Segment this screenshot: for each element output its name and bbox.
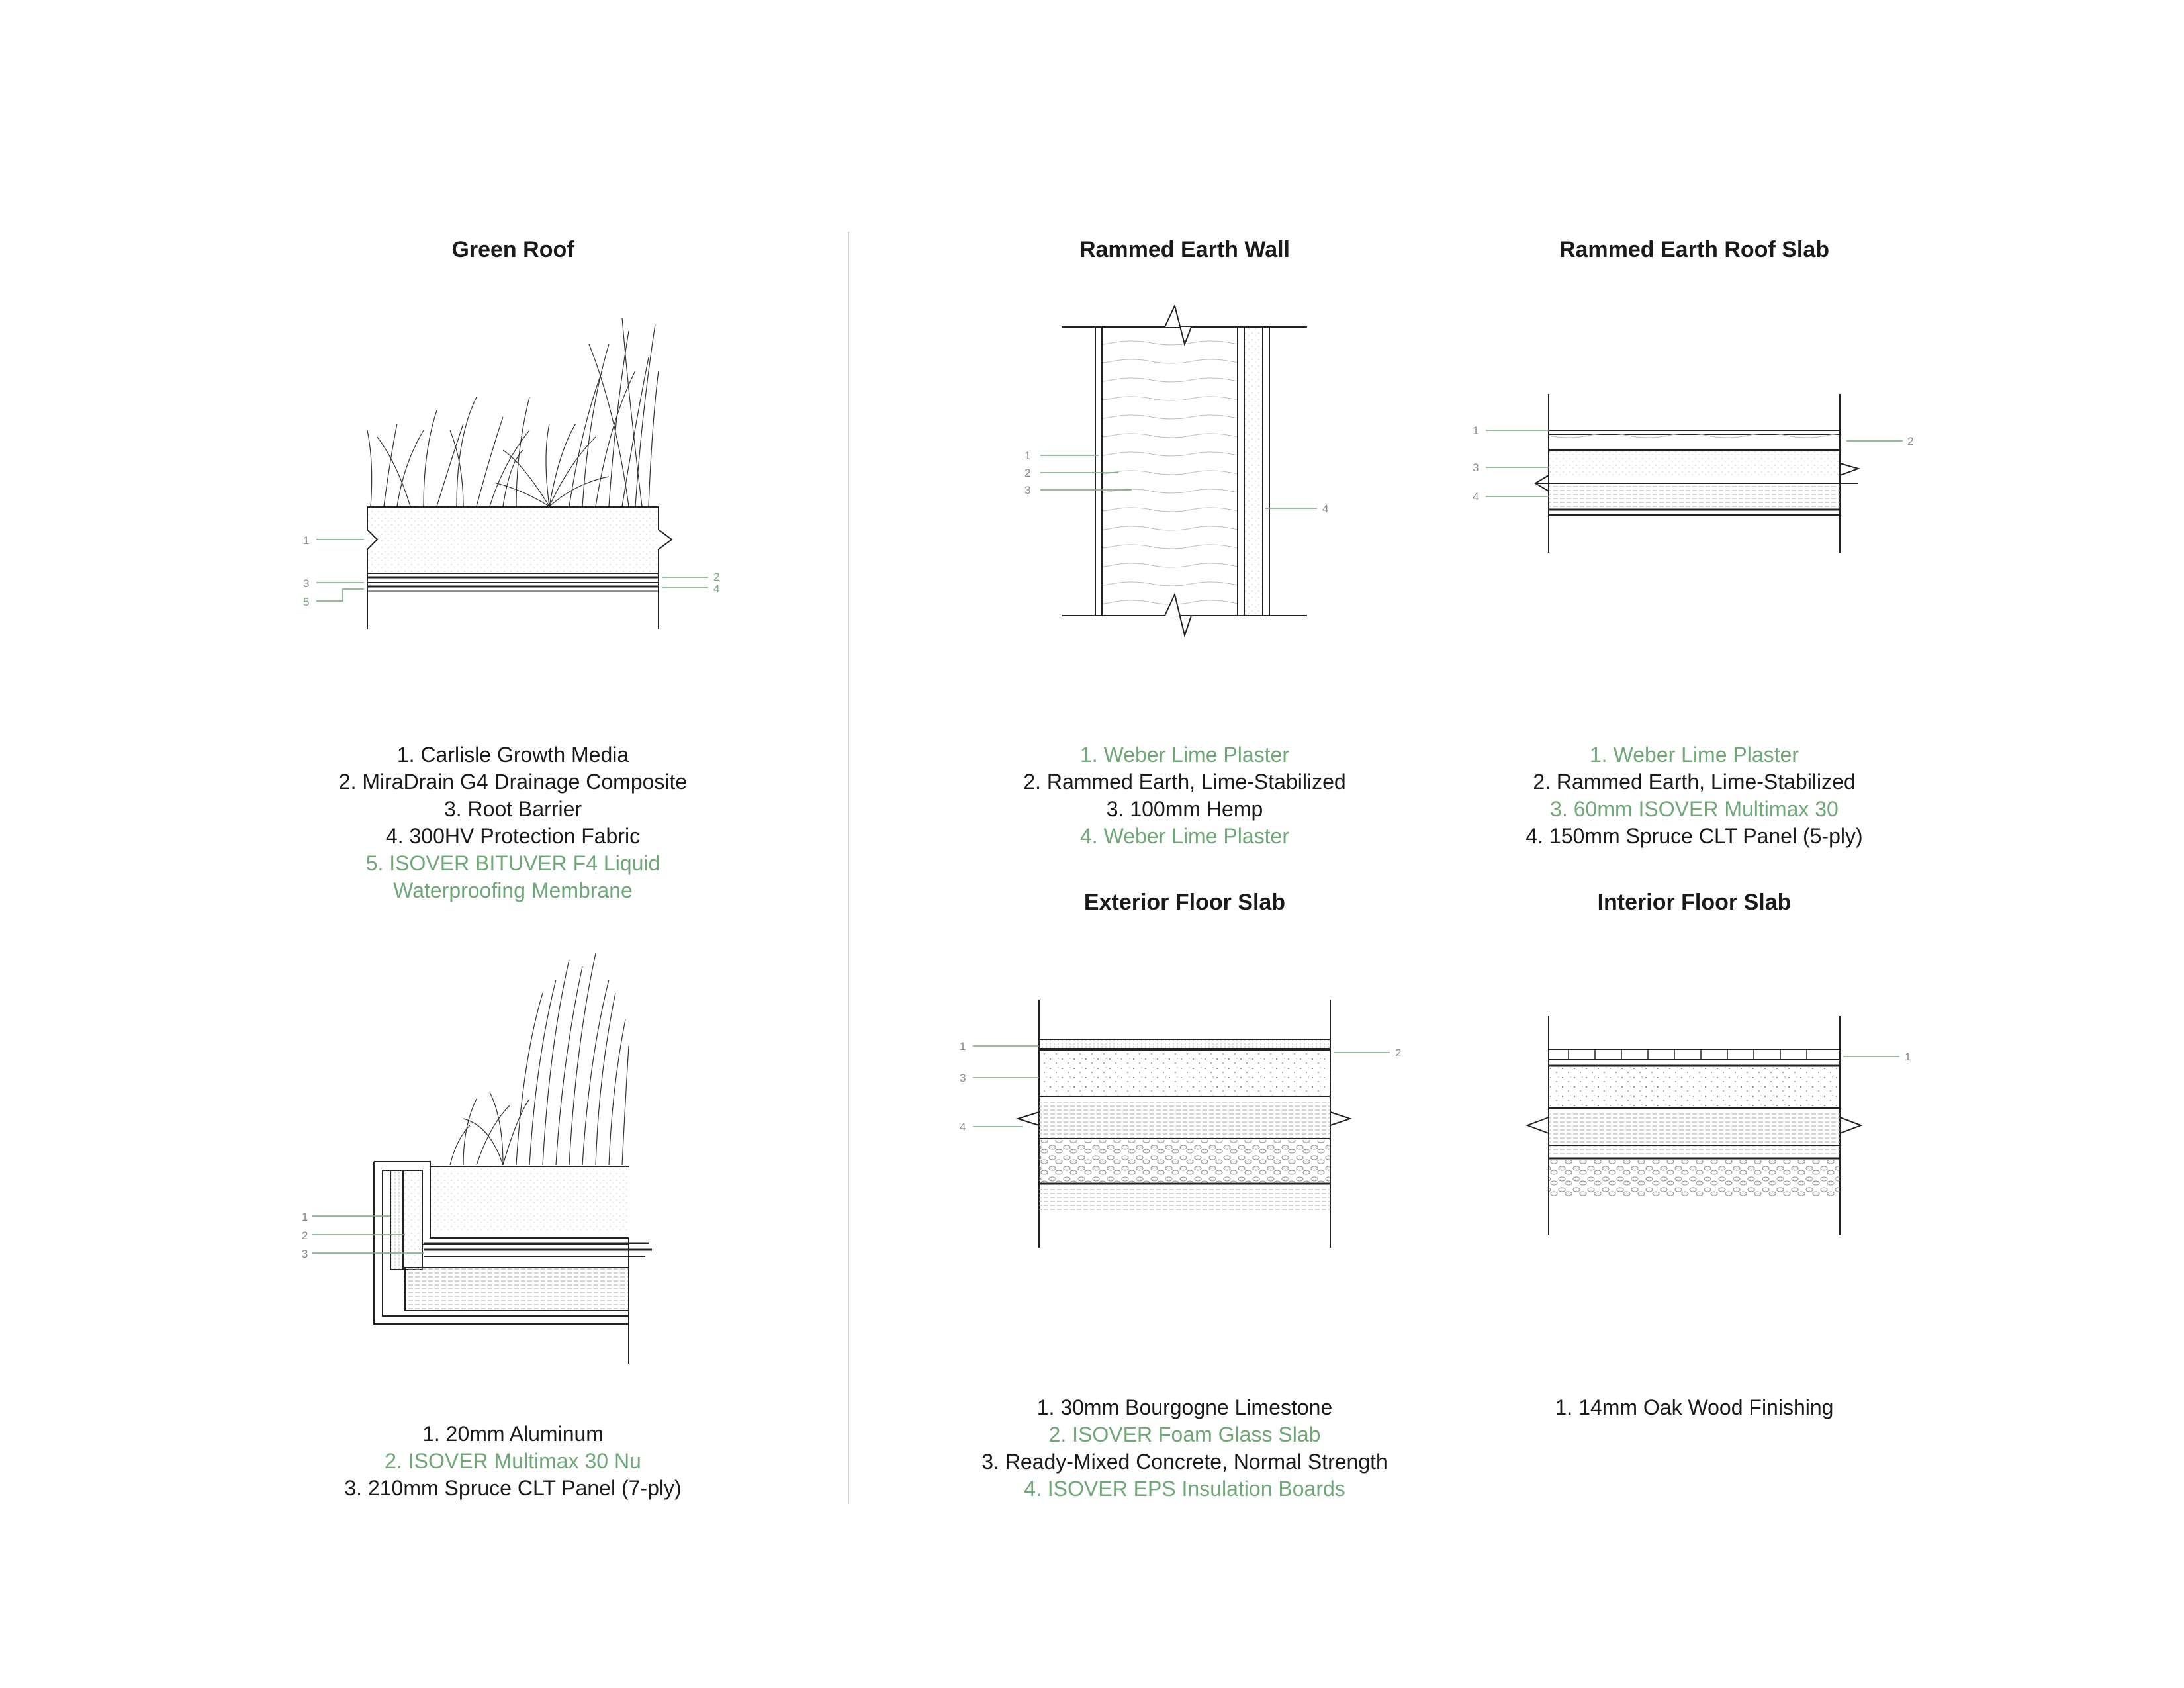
legend-item: 4. 150mm Spruce CLT Panel (5-ply) (1525, 824, 1863, 848)
rammed-earth-wall-section (1040, 306, 1317, 635)
wall-callout-4: 4 (1322, 502, 1329, 515)
roof-slab-callout-1: 1 (1473, 424, 1479, 437)
interior-floor-slab-legend (1496, 1394, 1893, 1421)
exterior-floor-slab-title: Exterior Floor Slab (1083, 890, 1286, 915)
green-roof-callout-1: 1 (303, 534, 310, 547)
green-roof-callout-3: 3 (303, 577, 310, 590)
rammed-earth-wall-title: Rammed Earth Wall (1079, 237, 1291, 262)
legend-item: 3. Ready-Mixed Concrete, Normal Strength (981, 1450, 1388, 1474)
exterior-floor-slab-legend (953, 1394, 1416, 1503)
legend-item: 3. 60mm ISOVER Multimax 30 (1550, 797, 1839, 821)
roof-slab-callout-2: 2 (1907, 435, 1914, 447)
legend-item: 1. 20mm Aluminum (422, 1422, 604, 1446)
legend-item: 1. Carlisle Growth Media (396, 743, 629, 767)
legend-item: Waterproofing Membrane (393, 878, 633, 902)
green-roof-legend (314, 741, 711, 904)
legend-item: 2. MiraDrain G4 Drainage Composite (338, 770, 688, 794)
ext-floor-callout-2: 2 (1395, 1047, 1402, 1059)
green-roof-callout-5: 5 (303, 596, 310, 608)
ext-floor-callout-3: 3 (960, 1072, 966, 1084)
parapet-callout-1: 1 (302, 1211, 308, 1223)
legend-item: 4. Weber Lime Plaster (1080, 824, 1289, 848)
rammed-earth-roof-slab-title: Rammed Earth Roof Slab (1559, 237, 1830, 262)
legend-item: 4. ISOVER EPS Insulation Boards (1024, 1477, 1345, 1501)
legend-item: 2. ISOVER Foam Glass Slab (1048, 1423, 1321, 1446)
ext-floor-callout-4: 4 (960, 1121, 966, 1133)
ext-floor-callout-1: 1 (960, 1040, 966, 1053)
int-floor-callout-1: 1 (1905, 1051, 1911, 1063)
legend-item: 1. 30mm Bourgogne Limestone (1036, 1395, 1333, 1419)
legend-item: 3. 100mm Hemp (1106, 797, 1263, 821)
interior-floor-slab-section (1527, 1016, 1899, 1235)
wall-callout-2: 2 (1024, 467, 1031, 479)
legend-item: 2. ISOVER Multimax 30 Nu (385, 1449, 641, 1473)
interior-floor-slab-title: Interior Floor Slab (1597, 890, 1792, 915)
green-roof-callout-4: 4 (713, 583, 720, 595)
legend-item: 3. 210mm Spruce CLT Panel (7-ply) (344, 1476, 682, 1500)
legend-item: 2. Rammed Earth, Lime-Stabilized (1533, 770, 1856, 794)
exterior-floor-slab-section (973, 1000, 1390, 1248)
green-roof-section (316, 318, 708, 629)
legend-item: 2. Rammed Earth, Lime-Stabilized (1023, 770, 1346, 794)
legend-item: 5. ISOVER BITUVER F4 Liquid (365, 851, 660, 875)
legend-item: 4. 300HV Protection Fabric (385, 824, 641, 848)
legend-item: 3. Root Barrier (443, 797, 582, 821)
legend-item: 1. Weber Lime Plaster (1080, 743, 1289, 767)
legend-item: 1. 14mm Oak Wood Finishing (1555, 1395, 1834, 1419)
wall-callout-3: 3 (1024, 484, 1031, 496)
roof-slab-callout-4: 4 (1473, 491, 1479, 503)
green-roof-callout-2: 2 (713, 571, 720, 583)
green-roof-grass (367, 318, 659, 506)
rammed-earth-wall-legend (986, 741, 1383, 850)
parapet-section (312, 953, 652, 1364)
roof-slab-callout-3: 3 (1473, 461, 1479, 474)
legend-item: 1. Weber Lime Plaster (1590, 743, 1799, 767)
wall-callout-1: 1 (1024, 449, 1031, 462)
rammed-earth-roof-slab-legend (1496, 741, 1893, 850)
rammed-earth-roof-slab-section (1486, 394, 1903, 553)
parapet-grass (450, 953, 629, 1165)
parapet-callout-3: 3 (302, 1248, 308, 1260)
parapet-legend (314, 1421, 711, 1502)
parapet-callout-2: 2 (302, 1229, 308, 1242)
green-roof-title: Green Roof (451, 237, 574, 262)
